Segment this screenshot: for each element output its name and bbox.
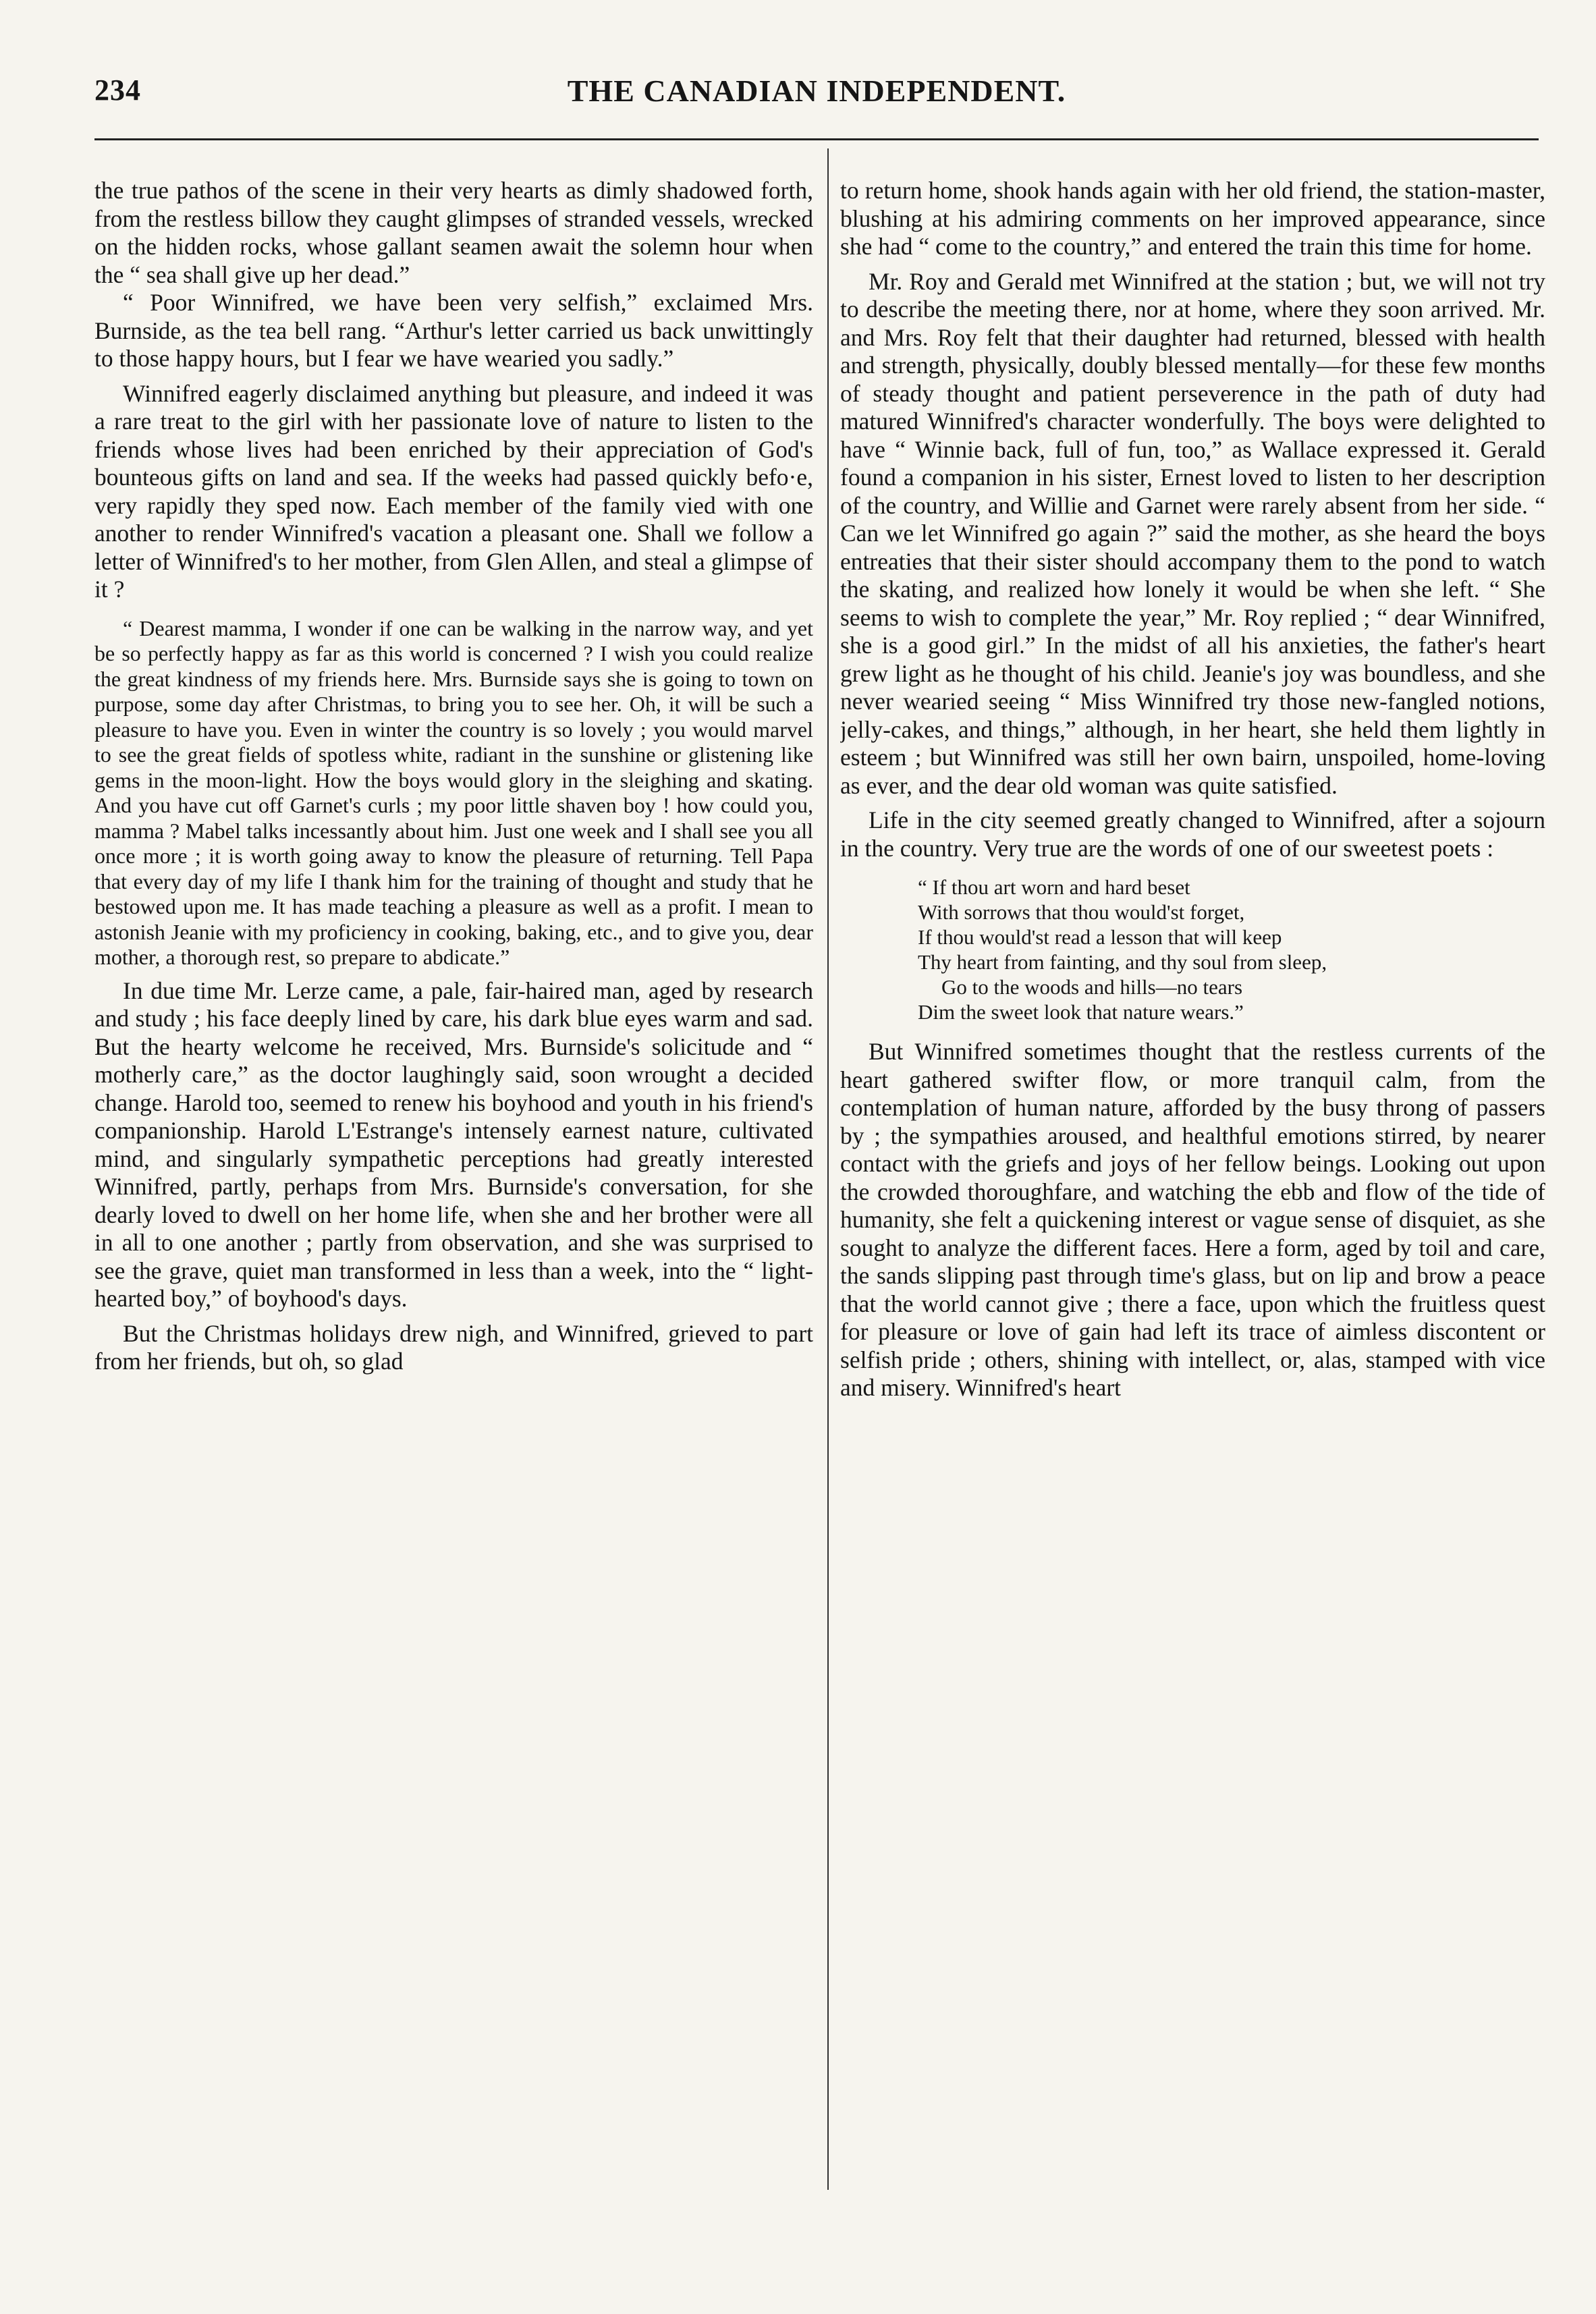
letter-paragraph: “ Dearest mamma, I wonder if one can be walking in the narrow way, and yet be so perfectly happy as far as this world is concerned ? I wish you could realize the great kindness of my friends here. Mrs. Burnside says she is going to town on purpose, some day after Christmas, to bring you to see her. Oh, it will be such a pleasure to have you. Even in winter the country is so lovely ; you would marvel to see the great fields of spotless white, radiant in the sunshine or glistening like gems in the moon-light. How the boys would glory in the sleighing and skating. And you have cut off Garnet's curls ; my poor little shaven boy ! how could you, mamma ? Mabel talks incessantly about him. Just one week and I shall see you all once more ; it is worth going away to know the pleasure of returning. Tell Papa that every day of my life I thank him for the training of thought and study that he bestowed upon me. It has made teaching a pleasure as well as a profit. I mean to astonish Jeanie with my proficiency in cooking, baking, etc., and to give you, dear mother, a thorough rest, so prepare to abdicate.” (94, 615, 813, 969)
journal-title: THE CANADIAN INDEPENDENT. (567, 74, 1066, 108)
page-number: 234 (94, 74, 141, 107)
poem-line: “ If thou art worn and hard beset (918, 875, 1190, 899)
page-header (94, 59, 1539, 120)
paragraph: Life in the city seemed greatly changed to Winnifred, after a sojourn in the country. Very true are the words of one of our sweetest poets : (840, 806, 1545, 862)
header-rule (94, 138, 1539, 140)
column-divider (827, 148, 829, 2190)
paragraph: to return home, shook hands again with her old friend, the station-master, blushing at his admiring comments on her improved appearance, since she had “ come to the country,” and entered the train this time for home. (840, 177, 1545, 260)
poem-line: With sorrows that thou would'st forget, (918, 900, 1245, 924)
poem-quote (840, 875, 1545, 1024)
poem-line: If thou would'st read a lesson that will keep (918, 925, 1282, 949)
poem-line: Thy heart from fainting, and thy soul from sleep, (918, 950, 1327, 974)
paragraph: But the Christmas holidays drew nigh, and Winnifred, grieved to part from her friends, but oh, so glad (94, 1319, 813, 1375)
paragraph: the true pathos of the scene in their very hearts as dimly shadowed forth, from the restless billow they caught glimpses of stranded vessels, wrecked on the hidden rocks, whose gallant seamen await the solemn hour when the “ sea shall give up her dead.” (94, 177, 813, 288)
paragraph: Winnifred eagerly disclaimed anything but pleasure, and indeed it was a rare treat to the girl with her passionate love of nature to listen to the friends whose lives had been enriched by their appreciation of God's bounteous gifts on land and sea. If the weeks had passed quickly befo·e, very rapidly they sped now. Each member of the family vied with one another to render Winnifred's vacation a pleasant one. Shall we follow a letter of Winnifred's to her mother, from Glen Allen, and steal a glimpse of it ? (94, 379, 813, 603)
left-column (94, 177, 813, 1376)
paragraph: But Winnifred sometimes thought that the restless currents of the heart gathered swifter flow, or more tranquil calm, from the contemplation of human nature, afforded by the busy throng of passers by ; the sympathies aroused, and healthful emotions stirred, by nearer contact with the griefs and joys of her fellow beings. Looking out upon the crowded thoroughfare, and watching the ebb and flow of the tide of humanity, she felt a quickening interest or vague sense of disquiet, as she sought to analyze the different faces. Here a form, aged by toil and care, the sands slipping past through time's glass, but on lip and brow a peace that the world cannot give ; there a face, upon which the fruitless quest for pleasure or love of gain had left its trace of aimless discontent or selfish pride ; others, shining with intellect, or, alas, stamped with vice and misery. Winnifred's heart (840, 1038, 1545, 1401)
right-column (840, 177, 1545, 1402)
paragraph: In due time Mr. Lerze came, a pale, fair-haired man, aged by research and study ; his face deeply lined by care, his dark blue eyes warm and sad. But the hearty welcome he received, Mrs. Burnside's solicitude and “ motherly care,” as the doctor laughingly said, soon wrought a decided change. Harold too, seemed to renew his boyhood and youth in his friend's companionship. Harold L'Estrange's intensely earnest nature, cultivated mind, and singularly sympathetic perceptions had greatly interested Winnifred, partly, perhaps from Mrs. Burnside's conversation, for she dearly loved to dwell on her home life, when she and her brother were all in all to one another ; partly from observation, and she was surprised to see the grave, quiet man transformed in less than a week, into the “ light-hearted boy,” of boyhood's days. (94, 976, 813, 1312)
poem-line: Go to the woods and hills—no tears (941, 975, 1243, 999)
poem-line: Dim the sweet look that nature wears.” (918, 1000, 1244, 1024)
paragraph: “ Poor Winnifred, we have been very selfish,” exclaimed Mrs. Burnside, as the tea bell rang. “Arthur's letter carried us back unwittingly to those happy hours, but I fear we have wearied you sadly.” (94, 289, 813, 372)
paragraph: Mr. Roy and Gerald met Winnifred at the station ; but, we will not try to describe the meeting there, nor at home, where they soon arrived. Mr. and Mrs. Roy felt that their daughter had returned, blessed with health and strength, physically, doubly blessed mentally—for these few months of steady thought and patient perseverence in the path of duty had matured Winnifred's character wonderfully. The boys were delighted to have “ Winnie back, full of fun, too,” as Wallace expressed it. Gerald found a companion in his sister, Ernest loved to listen to her description of the country, and Willie and Garnet were rarely absent from her side. “ Can we let Winnifred go again ?” said the mother, as she heard the boys entreaties that their sister should accompany them to the pond to watch the skating, and realized how lonely it would be when she left. “ She seems to wish to complete the year,” Mr. Roy replied ; “ dear Winnifred, she is a good girl.” In the midst of all his anxieties, the father's heart grew light as he thought of his child. Jeanie's joy was boundless, and she never wearied seeing “ Miss Winnifred try those new-fangled notions, jelly-cakes, and things,” although, in her heart, she held them lightly in esteem ; but Winnifred was still her own bairn, unspoiled, home-loving as ever, and the dear old woman was quite satisfied. (840, 267, 1545, 799)
